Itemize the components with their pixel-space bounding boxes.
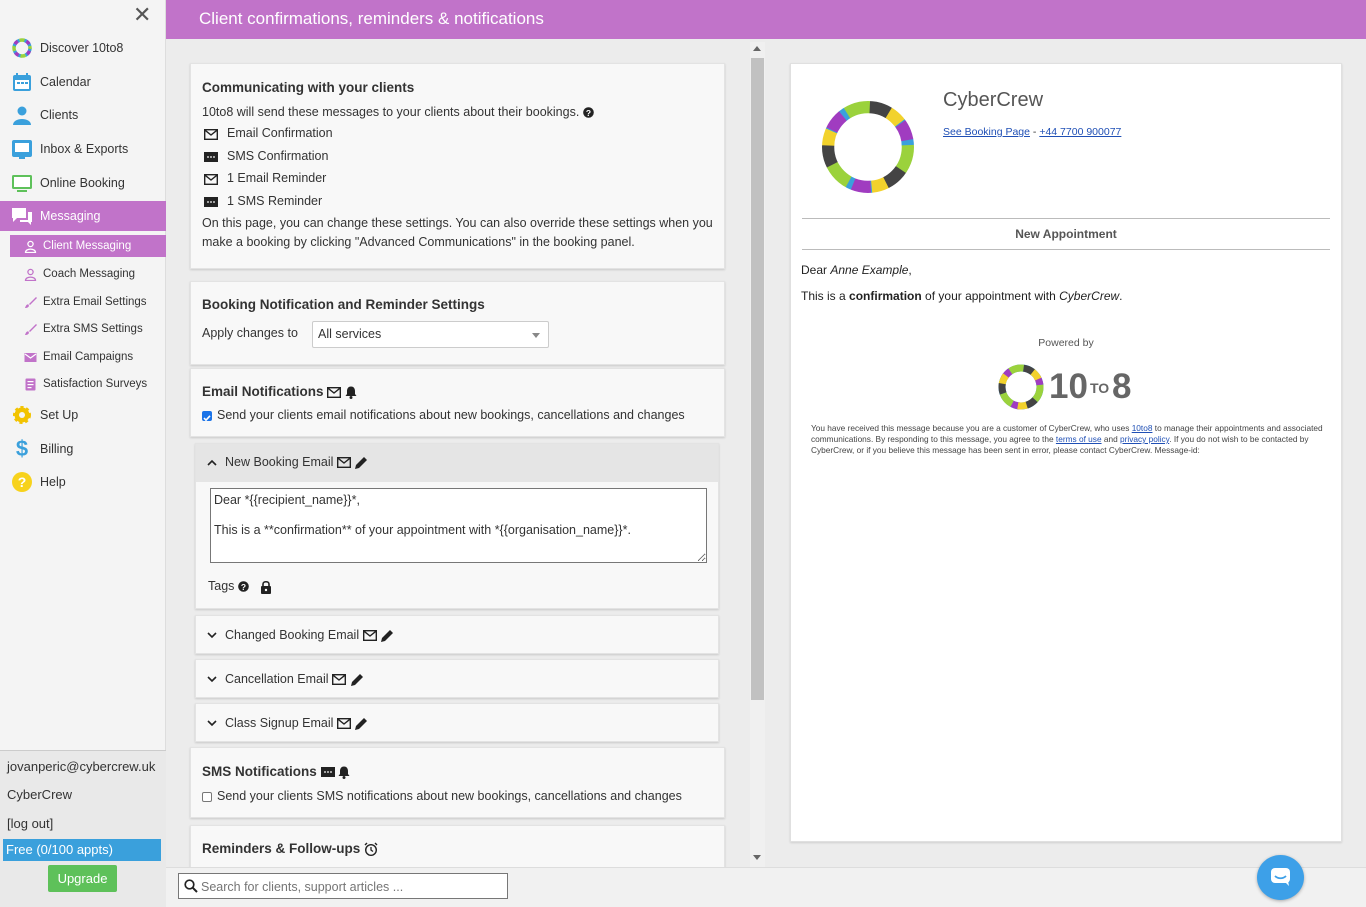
accordion-title <box>225 672 364 687</box>
tags-label: Tags <box>208 579 235 593</box>
communicating-intro <box>202 105 594 119</box>
search-icon <box>184 879 198 893</box>
survey-icon <box>24 378 37 391</box>
sidebar-item-billing[interactable] <box>0 434 166 464</box>
sidebar-item-label: Online Booking <box>40 176 125 190</box>
sidebar-item-inbox[interactable] <box>0 134 166 164</box>
note-line: make a booking by clicking "Advanced Communications" in the booking panel. <box>202 235 635 249</box>
greeting-word: Dear <box>801 263 828 277</box>
brand-eight: 8 <box>1112 367 1132 406</box>
chevron-down-icon <box>207 630 217 640</box>
sidebar-item-help[interactable] <box>0 467 166 497</box>
alarm-clock-icon <box>364 842 378 856</box>
checkbox-label: Send your clients email notifications about new bookings, cancellations and changes <box>217 408 685 422</box>
help-icon <box>11 471 33 493</box>
help-icon[interactable] <box>238 581 249 592</box>
changed-booking-email-panel[interactable] <box>195 615 719 654</box>
apply-label: Apply changes to <box>202 326 298 340</box>
email-notifications-checkbox[interactable] <box>202 411 212 421</box>
sidebar-item-clients[interactable] <box>0 100 166 130</box>
dollar-icon: $ <box>15 436 29 461</box>
gear-icon <box>11 404 33 426</box>
booking-page-link[interactable]: See Booking Page <box>943 126 1030 138</box>
booking-settings-card <box>190 281 725 365</box>
caret-down-icon <box>532 333 540 338</box>
footer-text: and <box>1103 434 1118 444</box>
select-value: All services <box>318 327 382 341</box>
help-icon[interactable] <box>583 107 594 118</box>
upgrade-button[interactable]: Upgrade <box>48 865 117 892</box>
user-outline-icon <box>24 268 37 281</box>
sms-notifications-title: SMS Notifications <box>202 764 317 779</box>
email-notifications-card <box>190 368 725 437</box>
sidebar-item-messaging[interactable] <box>0 201 166 231</box>
changed-booking-email-title: Changed Booking Email <box>225 628 360 642</box>
recipient-name: Anne Example <box>830 263 909 277</box>
email-body-editor[interactable] <box>210 488 707 563</box>
sidebar-item-label: Calendar <box>40 75 91 89</box>
bell-icon <box>345 386 357 399</box>
sidebar-item-coach-messaging[interactable] <box>10 263 166 285</box>
chat-support-button[interactable] <box>1257 855 1304 900</box>
brand-to: TO <box>1090 380 1110 396</box>
brand-ten: 10 <box>1049 367 1088 406</box>
powered-by-label: Powered by <box>1038 337 1094 349</box>
chevron-down-icon <box>207 674 217 684</box>
scrollbar[interactable] <box>750 42 765 867</box>
greeting-comma: , <box>908 263 912 277</box>
reminders-card <box>190 825 725 867</box>
envelope-icon <box>204 174 218 185</box>
brush-icon <box>24 296 37 309</box>
cancellation-email-panel[interactable] <box>195 659 719 698</box>
pencil-icon[interactable] <box>380 629 394 643</box>
sms-icon <box>204 197 218 208</box>
pencil-icon[interactable] <box>350 673 364 687</box>
sidebar-item-label: Discover 10to8 <box>40 41 124 55</box>
bell-icon <box>338 766 350 779</box>
card-title: Booking Notification and Reminder Settings <box>202 297 485 312</box>
sidebar-item-label: Billing <box>40 442 74 456</box>
preview-body <box>801 289 1123 303</box>
sidebar <box>0 0 166 907</box>
class-signup-email-panel[interactable] <box>195 703 719 742</box>
person-icon <box>11 104 33 126</box>
accordion-title <box>225 455 368 470</box>
sms-notifications-card <box>190 747 725 818</box>
message-item: 1 Email Reminder <box>227 171 327 185</box>
pencil-icon[interactable] <box>354 456 368 470</box>
sidebar-subitem-label: Email Campaigns <box>43 351 134 363</box>
sidebar-item-label: Clients <box>40 108 79 122</box>
accordion-title <box>225 628 394 643</box>
message-item: Email Confirmation <box>227 126 333 140</box>
preview-footer <box>811 423 1326 456</box>
body-bold: confirmation <box>849 289 922 303</box>
sidebar-subitem-label: Satisfaction Surveys <box>43 378 148 390</box>
user-outline-icon <box>24 240 37 253</box>
email-preview-panel <box>790 63 1342 842</box>
body-org: CyberCrew <box>1059 289 1120 303</box>
new-booking-email-title: New Booking Email <box>225 455 334 469</box>
sidebar-item-discover[interactable] <box>0 33 166 63</box>
sidebar-subitem-label: Extra Email Settings <box>43 296 147 308</box>
envelope-icon <box>337 457 351 468</box>
svg-text:?: ? <box>240 582 246 593</box>
account-email: jovanperic@cybercrew.uk <box>7 759 156 774</box>
message-item: SMS Confirmation <box>227 149 329 163</box>
sidebar-item-label: Help <box>40 475 66 489</box>
email-preview <box>801 74 1331 832</box>
communicating-card <box>190 63 725 269</box>
svg-text:?: ? <box>17 474 27 490</box>
card-title <box>202 841 378 856</box>
search-input[interactable] <box>201 878 501 896</box>
chevron-up-icon <box>207 458 217 468</box>
account-org: CyberCrew <box>7 787 73 802</box>
accordion-title <box>225 716 368 731</box>
settings-panel <box>166 39 766 867</box>
intro-text: 10to8 will send these messages to your clients about their bookings. <box>202 105 580 119</box>
footer-text: to manage their appointments and associated communications. By responding to this message, you agree to the <box>811 423 1323 444</box>
sms-icon <box>321 767 335 778</box>
page-title: Client confirmations, reminders & notifications <box>166 0 1366 39</box>
sidebar-item-setup[interactable] <box>0 400 166 430</box>
card-title: Communicating with your clients <box>202 80 415 95</box>
apply-to-select[interactable] <box>312 321 549 348</box>
reminders-title: Reminders & Follow-ups <box>202 841 361 856</box>
cancellation-email-title: Cancellation Email <box>225 672 329 686</box>
sidebar-item-satisfaction-surveys[interactable] <box>10 373 166 395</box>
sidebar-item-extra-email-settings[interactable] <box>10 291 166 313</box>
tento8-link[interactable]: 10to8 <box>1131 423 1153 433</box>
tags-row <box>208 579 272 594</box>
sidebar-item-label: Messaging <box>40 209 101 223</box>
divider <box>802 218 1330 219</box>
body-text: This is a <box>801 289 846 303</box>
email-notifications-title: Email Notifications <box>202 384 324 399</box>
sidebar-subitem-label: Extra SMS Settings <box>43 323 143 335</box>
sidebar-item-label: Inbox & Exports <box>40 142 129 156</box>
new-booking-email-header[interactable] <box>196 444 718 482</box>
sidebar-item-calendar[interactable] <box>0 67 166 97</box>
business-logo <box>819 98 917 196</box>
class-signup-email-title: Class Signup Email <box>225 716 334 730</box>
envelope-icon <box>24 351 37 364</box>
lock-icon[interactable] <box>260 580 272 594</box>
sidebar-item-email-campaigns[interactable] <box>10 346 166 368</box>
card-title <box>202 384 357 399</box>
checkbox-label: Send your clients SMS notifications about new bookings, cancellations and changes <box>217 789 682 803</box>
plan-badge[interactable]: Free (0/100 appts) <box>3 839 161 861</box>
envelope-icon <box>332 674 346 685</box>
envelope-icon <box>204 129 218 140</box>
sidebar-item-extra-sms-settings[interactable] <box>10 318 166 340</box>
bottom-bar <box>166 867 1366 907</box>
link-separator: - <box>1029 126 1040 138</box>
note-line: On this page, you can change these settings. You can also override these settings when you <box>202 216 713 230</box>
chevron-down-icon <box>207 718 217 728</box>
logout-link[interactable]: [log out] <box>7 816 54 831</box>
sms-notifications-checkbox[interactable] <box>202 792 212 802</box>
monitor-icon <box>11 172 33 194</box>
sidebar-subitem-label: Client Messaging <box>43 240 132 252</box>
chat-icon <box>1271 868 1290 886</box>
inbox-icon <box>11 138 33 160</box>
body-text: of your appointment with <box>925 289 1056 303</box>
check-icon <box>202 413 212 423</box>
tento8-ring-icon <box>997 363 1045 411</box>
sidebar-item-client-messaging[interactable] <box>10 235 166 257</box>
scroll-down-arrow-icon[interactable] <box>753 855 761 861</box>
preview-heading: New Appointment <box>1015 227 1117 241</box>
business-links <box>943 126 1121 138</box>
sms-icon <box>204 152 218 163</box>
envelope-icon <box>337 718 351 729</box>
new-booking-email-panel <box>195 443 719 609</box>
account-panel <box>0 750 166 907</box>
envelope-icon <box>327 387 341 398</box>
sidebar-item-online-booking[interactable] <box>0 168 166 198</box>
brush-icon <box>24 323 37 336</box>
footer-text: You have received this message because you are a customer of CyberCrew, who uses <box>811 423 1130 433</box>
scrollbar-thumb[interactable] <box>751 58 764 700</box>
sidebar-subitem-label: Coach Messaging <box>43 268 136 280</box>
sidebar-item-label: Set Up <box>40 408 79 422</box>
chat-icon <box>11 205 33 227</box>
search-box[interactable] <box>178 873 508 899</box>
message-item: 1 SMS Reminder <box>227 194 323 208</box>
pencil-icon[interactable] <box>354 717 368 731</box>
calendar-icon <box>11 71 33 93</box>
business-name: CyberCrew <box>943 89 1044 111</box>
close-icon[interactable]: ✕ <box>133 2 152 27</box>
svg-text:?: ? <box>585 108 591 119</box>
phone-link[interactable]: +44 7700 900077 <box>1039 126 1122 138</box>
preview-greeting <box>801 263 912 277</box>
terms-link[interactable]: terms of use <box>1055 434 1102 444</box>
footer-text: . If you do not wish to be contacted by CyberCrew, or if you believe this message has been sent in error, please contact CyberCrew. Message-id: <box>811 434 1309 455</box>
divider <box>802 249 1330 250</box>
card-title <box>202 764 350 779</box>
tento8-logo <box>997 363 1137 413</box>
ring-logo-icon <box>11 37 33 59</box>
body-period: . <box>1119 289 1123 303</box>
privacy-link[interactable]: privacy policy <box>1120 434 1170 444</box>
envelope-icon <box>363 630 377 641</box>
scroll-up-arrow-icon[interactable] <box>753 45 761 51</box>
